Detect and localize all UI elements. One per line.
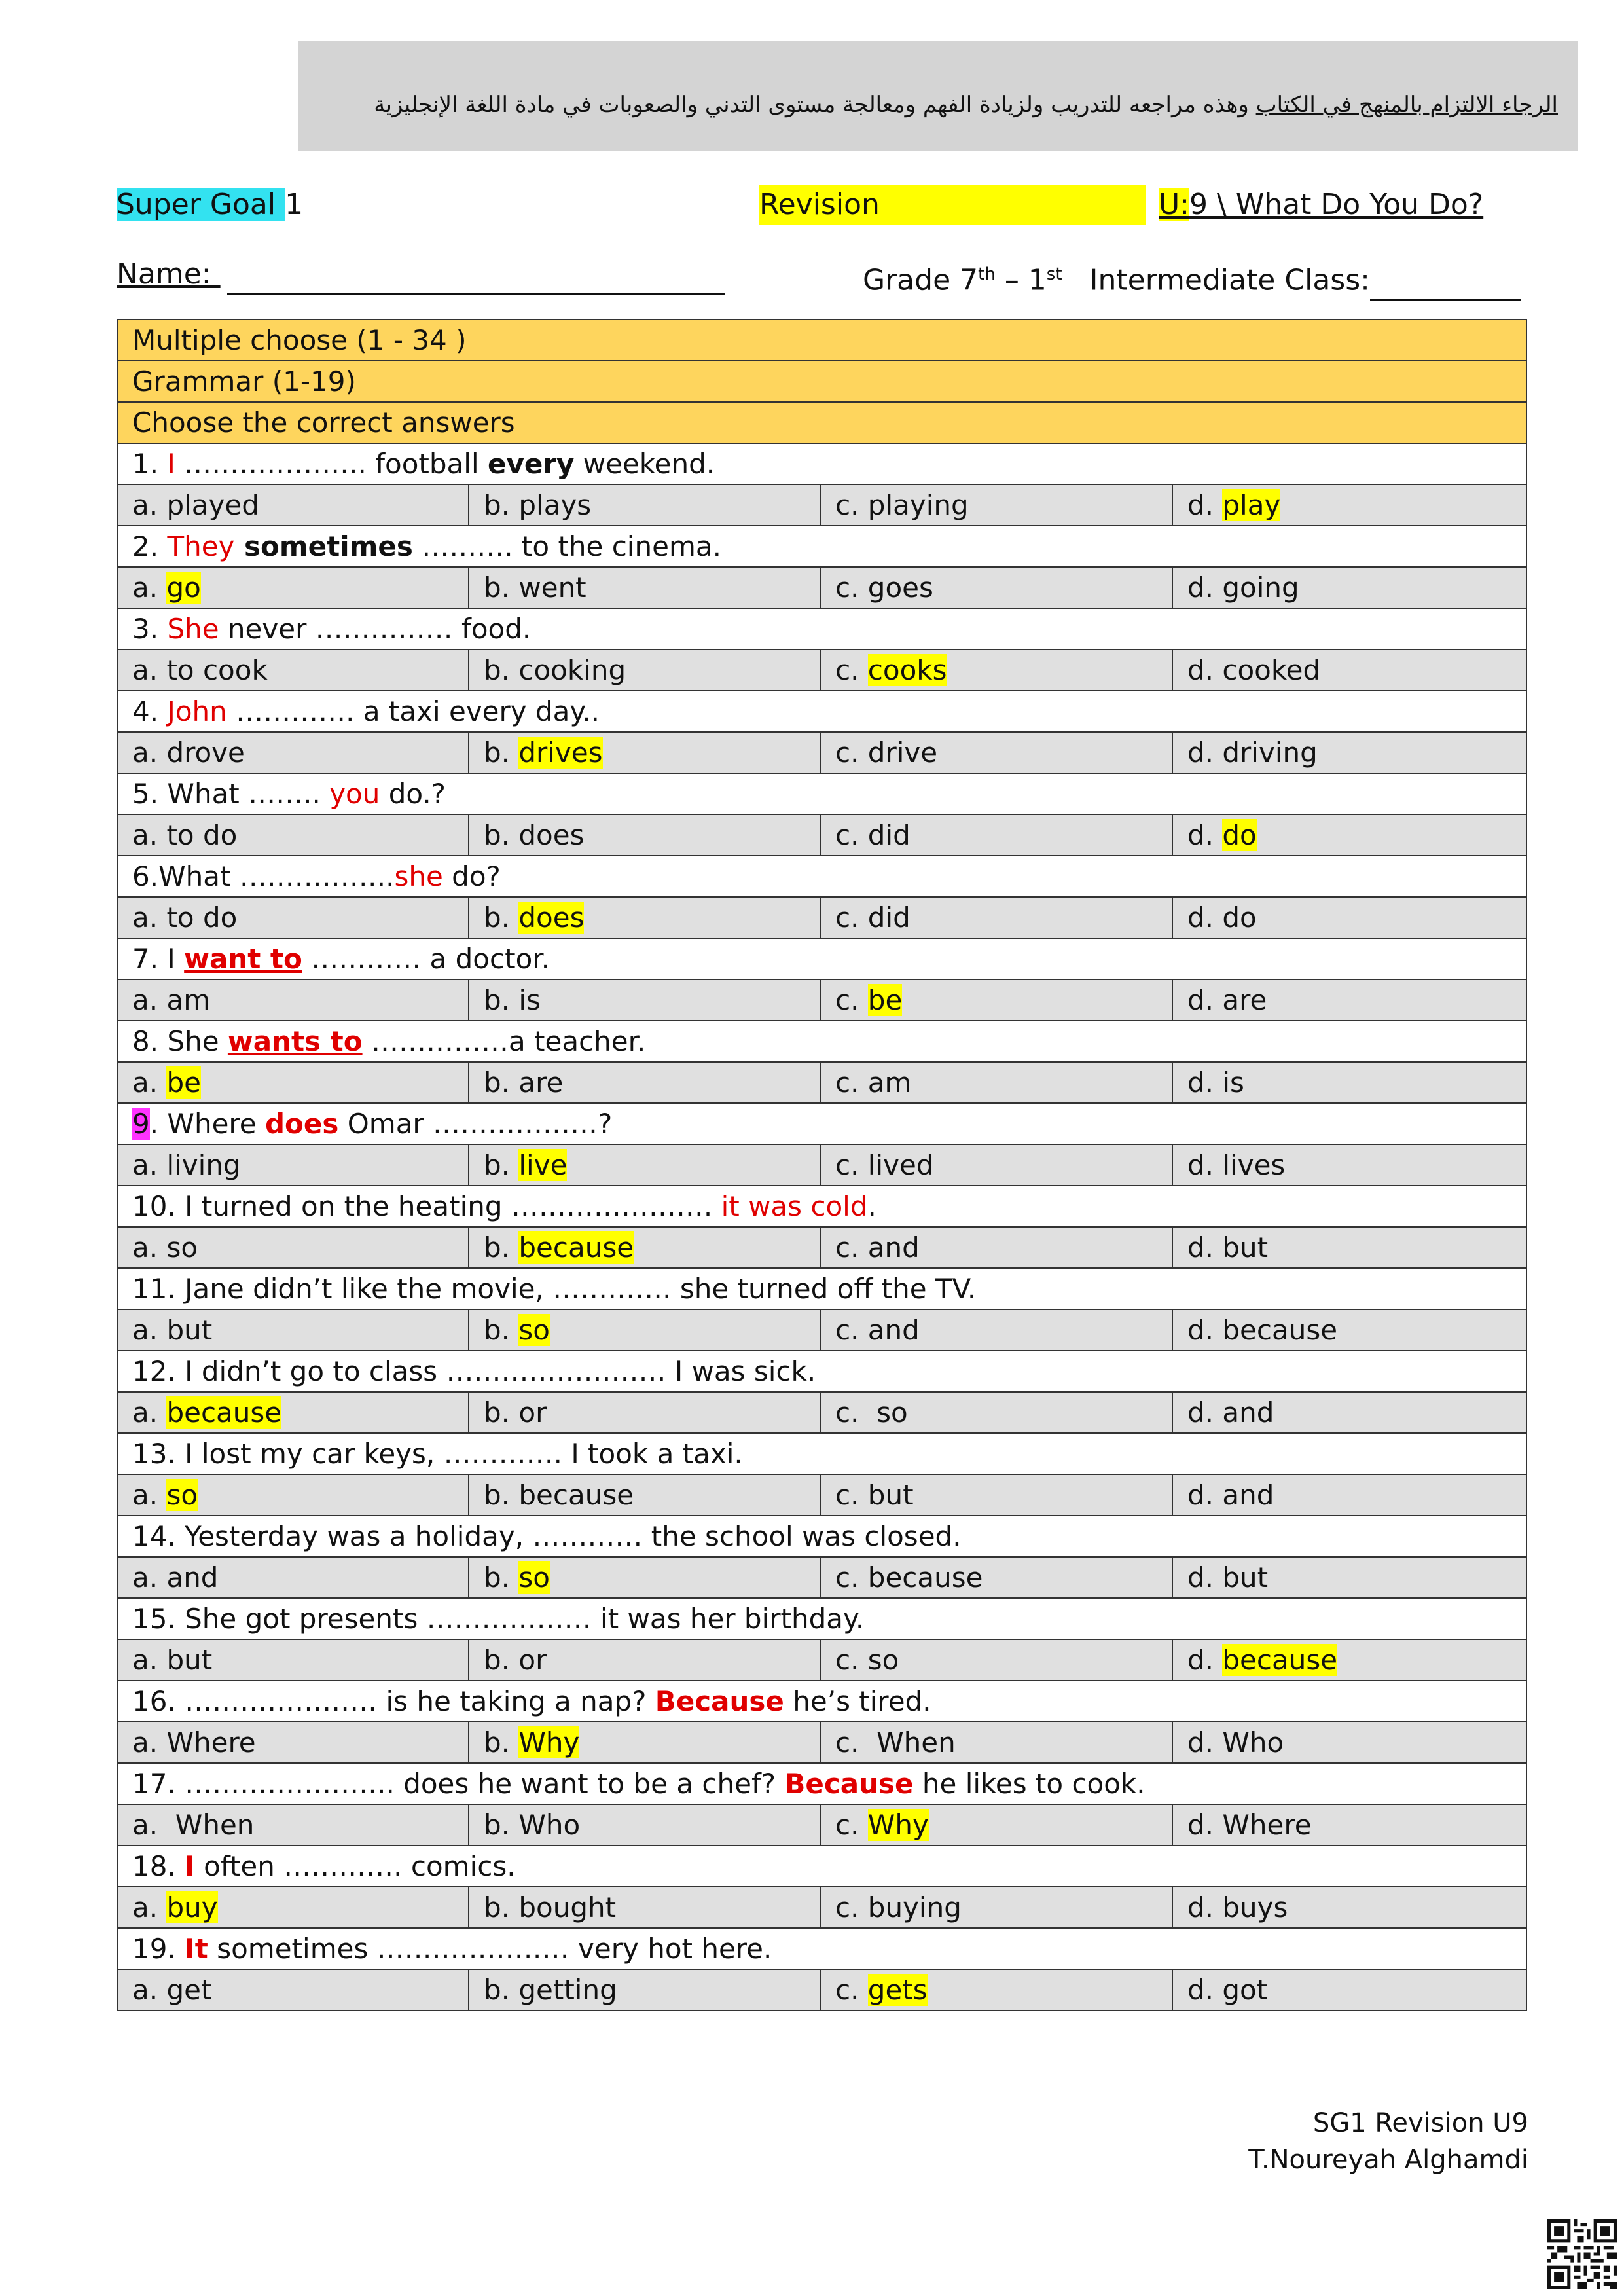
question-2-option-c[interactable]: c. goes	[820, 567, 1172, 608]
question-17-option-b[interactable]: b. Who	[469, 1804, 820, 1846]
name-field[interactable]: Name:	[117, 254, 725, 295]
question-12-option-a[interactable]: a. because	[117, 1392, 469, 1433]
option-text: went	[518, 572, 586, 604]
option-text: get	[166, 1974, 212, 2006]
question-18-option-c[interactable]: c. buying	[820, 1887, 1172, 1928]
question-10-option-a[interactable]: a. so	[117, 1227, 469, 1268]
question-8-option-b[interactable]: b. are	[469, 1062, 820, 1103]
question-6-option-b[interactable]: b. does	[469, 897, 820, 938]
question-13-option-c[interactable]: c. but	[820, 1474, 1172, 1516]
option-text: because	[867, 1561, 983, 1594]
option-text: to cook	[166, 654, 268, 686]
question-15-option-a[interactable]: a. but	[117, 1639, 469, 1681]
option-text: plays	[518, 489, 592, 521]
correct-answer-highlight: buy	[166, 1891, 218, 1923]
question-14-option-b[interactable]: b. so	[469, 1557, 820, 1598]
question-14-option-a[interactable]: a. and	[117, 1557, 469, 1598]
option-text: going	[1222, 572, 1299, 604]
question-9-option-b[interactable]: b. live	[469, 1144, 820, 1186]
question-10-option-b[interactable]: b. because	[469, 1227, 820, 1268]
question-13-prompt: 13. I lost my car keys, …………. I took a taxi.	[117, 1433, 1526, 1474]
question-16-option-d[interactable]: d. Who	[1172, 1722, 1526, 1763]
question-16-option-a[interactable]: a. Where	[117, 1722, 469, 1763]
question-18-option-b[interactable]: b. bought	[469, 1887, 820, 1928]
footer-teacher: T.Noureyah Alghamdi	[1248, 2145, 1528, 2175]
option-text: to do	[166, 819, 238, 851]
correct-answer-highlight: be	[166, 1066, 201, 1099]
question-16-prompt: 16. ………………… is he taking a nap? Because he’s tired.	[117, 1681, 1526, 1722]
question-1-prompt: 1. I ……………….. football every weekend.	[117, 443, 1526, 484]
correct-answer-highlight: does	[518, 902, 585, 934]
option-text: does	[518, 819, 585, 851]
question-10-option-c[interactable]: c. and	[820, 1227, 1172, 1268]
option-text: is	[1222, 1066, 1244, 1099]
grade-class-field: Grade 7th – 1st Intermediate Class:	[863, 254, 1521, 301]
question-11-prompt: 11. Jane didn’t like the movie, …………. she turned off the TV.	[117, 1268, 1526, 1309]
question-9-option-c[interactable]: c. lived	[820, 1144, 1172, 1186]
question-8-prompt: 8. She wants to ……………a teacher.	[117, 1021, 1526, 1062]
question-19-option-c[interactable]: c. gets	[820, 1969, 1172, 2011]
question-5-option-d[interactable]: d. do	[1172, 814, 1526, 856]
question-8-option-d[interactable]: d. is	[1172, 1062, 1526, 1103]
book-title: Super Goal 1	[117, 188, 304, 221]
option-text: so	[166, 1231, 198, 1264]
question-12-prompt: 12. I didn’t go to class …………………… I was sick.	[117, 1351, 1526, 1392]
question-12-option-d[interactable]: d. and	[1172, 1392, 1526, 1433]
option-text: and	[867, 1314, 920, 1346]
correct-answer-highlight: Why	[518, 1726, 580, 1758]
question-4-option-d[interactable]: d. driving	[1172, 732, 1526, 773]
question-4-prompt: 4. John …………. a taxi every day..	[117, 691, 1526, 732]
correct-answer-highlight: because	[518, 1231, 634, 1264]
name-blank-line[interactable]	[227, 266, 725, 295]
question-11-option-d[interactable]: d. because	[1172, 1309, 1526, 1351]
option-text: Who	[1222, 1726, 1284, 1758]
revision-label: Revision	[759, 185, 1146, 225]
correct-answer-highlight: cooks	[867, 654, 947, 686]
option-text: so	[867, 1644, 899, 1676]
option-text: and	[867, 1231, 920, 1264]
option-text: buying	[867, 1891, 962, 1923]
option-text: did	[867, 902, 911, 934]
question-14-option-d[interactable]: d. but	[1172, 1557, 1526, 1598]
question-9-option-a[interactable]: a. living	[117, 1144, 469, 1186]
correct-answer-highlight: be	[867, 984, 903, 1016]
question-5-option-c[interactable]: c. did	[820, 814, 1172, 856]
question-2-option-a[interactable]: a. go	[117, 567, 469, 608]
option-text: Where	[166, 1726, 256, 1758]
option-text: because	[1222, 1314, 1338, 1346]
question-2-prompt: 2. They sometimes ………. to the cinema.	[117, 526, 1526, 567]
correct-answer-highlight: Why	[867, 1809, 929, 1841]
correct-answer-highlight: go	[166, 572, 201, 604]
question-14-option-c[interactable]: c. because	[820, 1557, 1172, 1598]
section-instruction: Choose the correct answers	[117, 402, 1526, 443]
section-multiple-choice: Multiple choose (1 - 34 )	[117, 319, 1526, 361]
banner-text: وهذه مراجعه للتدريب ولزيادة الفهم ومعالجة مستوى التدني والصعوبات في مادة اللغة الإنجليزية	[374, 92, 1256, 118]
question-5-prompt: 5. What …….. you do.?	[117, 773, 1526, 814]
question-5-option-b[interactable]: b. does	[469, 814, 820, 856]
question-4-option-a[interactable]: a. drove	[117, 732, 469, 773]
option-text: bought	[518, 1891, 617, 1923]
option-text: so	[876, 1396, 908, 1429]
option-text: to do	[166, 902, 238, 934]
correct-answer-highlight: because	[1222, 1644, 1338, 1676]
question-18-option-a[interactable]: a. buy	[117, 1887, 469, 1928]
option-text: but	[166, 1314, 213, 1346]
question-7-option-b[interactable]: b. is	[469, 979, 820, 1021]
option-text: got	[1222, 1974, 1268, 2006]
question-11-option-c[interactable]: c. and	[820, 1309, 1172, 1351]
option-text: did	[867, 819, 911, 851]
question-17-option-c[interactable]: c. Why	[820, 1804, 1172, 1846]
option-text: is	[518, 984, 541, 1016]
question-6-prompt: 6.What ……………..she do?	[117, 856, 1526, 897]
option-text: lives	[1222, 1149, 1286, 1181]
correct-answer-highlight: play	[1222, 489, 1281, 521]
question-7-option-d[interactable]: d. are	[1172, 979, 1526, 1021]
option-text: driving	[1222, 737, 1318, 769]
option-text: playing	[867, 489, 969, 521]
option-text: am	[867, 1066, 912, 1099]
question-1-option-b[interactable]: b. plays	[469, 484, 820, 526]
question-3-option-a[interactable]: a. to cook	[117, 649, 469, 691]
footer-revision: SG1 Revision U9	[1312, 2108, 1528, 2138]
question-11-option-b[interactable]: b. so	[469, 1309, 820, 1351]
question-5-option-a[interactable]: a. to do	[117, 814, 469, 856]
qr-code-icon	[1547, 2219, 1617, 2289]
option-text: drove	[166, 737, 245, 769]
option-text: When	[175, 1809, 255, 1841]
option-text: buys	[1222, 1891, 1288, 1923]
question-2-option-b[interactable]: b. went	[469, 567, 820, 608]
question-19-prompt: 19. It sometimes ………………… very hot here.	[117, 1928, 1526, 1969]
option-text: and	[166, 1561, 219, 1594]
option-text: cooked	[1222, 654, 1321, 686]
question-12-option-c[interactable]: c. so	[820, 1392, 1172, 1433]
option-text: but	[166, 1644, 213, 1676]
question-3-prompt: 3. She never …………… food.	[117, 608, 1526, 649]
question-19-option-a[interactable]: a. get	[117, 1969, 469, 2011]
option-text: played	[166, 489, 259, 521]
option-text: do	[1222, 902, 1257, 934]
question-1-option-c[interactable]: c. playing	[820, 484, 1172, 526]
question-3-option-c[interactable]: c. cooks	[820, 649, 1172, 691]
option-text: and	[1222, 1479, 1274, 1511]
question-17-option-d[interactable]: d. Where	[1172, 1804, 1526, 1846]
question-7-option-c[interactable]: c. be	[820, 979, 1172, 1021]
question-3-option-b[interactable]: b. cooking	[469, 649, 820, 691]
question-1-option-d[interactable]: d. play	[1172, 484, 1526, 526]
option-text: am	[166, 984, 211, 1016]
section-grammar: Grammar (1-19)	[117, 361, 1526, 402]
question-18-option-d[interactable]: d. buys	[1172, 1887, 1526, 1928]
question-15-option-b[interactable]: b. or	[469, 1639, 820, 1681]
correct-answer-highlight: so	[518, 1561, 550, 1594]
question-19-option-d[interactable]: d. got	[1172, 1969, 1526, 2011]
question-15-prompt: 15. She got presents ……………… it was her birthday.	[117, 1598, 1526, 1639]
question-16-option-c[interactable]: c. When	[820, 1722, 1172, 1763]
question-13-option-a[interactable]: a. so	[117, 1474, 469, 1516]
question-17-option-a[interactable]: a. When	[117, 1804, 469, 1846]
question-6-option-a[interactable]: a. to do	[117, 897, 469, 938]
option-text: Who	[518, 1809, 581, 1841]
arabic-instruction-banner	[298, 41, 1578, 151]
option-text: lived	[867, 1149, 934, 1181]
question-16-option-b[interactable]: b. Why	[469, 1722, 820, 1763]
question-6-option-d[interactable]: d. do	[1172, 897, 1526, 938]
quiz-table	[117, 319, 1527, 2011]
option-text: drive	[867, 737, 938, 769]
banner-underlined-text: الرجاء الالتزام بالمنهج في الكتاب	[1255, 92, 1558, 118]
question-4-option-b[interactable]: b. drives	[469, 732, 820, 773]
question-13-option-d[interactable]: d. and	[1172, 1474, 1526, 1516]
option-text: but	[1222, 1561, 1269, 1594]
correct-answer-highlight: because	[166, 1396, 282, 1429]
correct-answer-highlight: so	[518, 1314, 550, 1346]
question-17-prompt: 17. ………………….. does he want to be a chef? Because he likes to cook.	[117, 1763, 1526, 1804]
question-8-option-a[interactable]: a. be	[117, 1062, 469, 1103]
option-text: are	[518, 1066, 564, 1099]
question-14-prompt: 14. Yesterday was a holiday, ………… the school was closed.	[117, 1516, 1526, 1557]
option-text: goes	[867, 572, 933, 604]
question-3-option-d[interactable]: d. cooked	[1172, 649, 1526, 691]
option-text: or	[518, 1644, 547, 1676]
question-7-prompt: 7. I want to ………… a doctor.	[117, 938, 1526, 979]
question-4-option-c[interactable]: c. drive	[820, 732, 1172, 773]
question-9-prompt: 9. Where does Omar ………………?	[117, 1103, 1526, 1144]
question-9-option-d[interactable]: d. lives	[1172, 1144, 1526, 1186]
question-7-option-a[interactable]: a. am	[117, 979, 469, 1021]
option-text: because	[518, 1479, 634, 1511]
question-2-option-d[interactable]: d. going	[1172, 567, 1526, 608]
question-8-option-c[interactable]: c. am	[820, 1062, 1172, 1103]
question-10-option-d[interactable]: d. but	[1172, 1227, 1526, 1268]
correct-answer-highlight: drives	[518, 737, 603, 769]
question-1-option-a[interactable]: a. played	[117, 484, 469, 526]
option-text: getting	[518, 1974, 617, 2006]
question-19-option-b[interactable]: b. getting	[469, 1969, 820, 2011]
correct-answer-highlight: do	[1222, 819, 1257, 851]
option-text: When	[876, 1726, 956, 1758]
question-11-option-a[interactable]: a. but	[117, 1309, 469, 1351]
option-text: and	[1222, 1396, 1274, 1429]
unit-title: U:9 \ What Do You Do?	[1159, 188, 1484, 221]
correct-answer-highlight: gets	[867, 1974, 928, 2006]
option-text: or	[518, 1396, 547, 1429]
class-blank-line[interactable]	[1370, 273, 1521, 301]
correct-answer-highlight: live	[518, 1149, 568, 1181]
question-13-option-b[interactable]: b. because	[469, 1474, 820, 1516]
option-text: are	[1222, 984, 1267, 1016]
question-15-option-c[interactable]: c. so	[820, 1639, 1172, 1681]
option-text: living	[166, 1149, 241, 1181]
question-10-prompt: 10. I turned on the heating …………………. it was cold.	[117, 1186, 1526, 1227]
option-text: cooking	[518, 654, 626, 686]
question-18-prompt: 18. I often …………. comics.	[117, 1846, 1526, 1887]
question-15-option-d[interactable]: d. because	[1172, 1639, 1526, 1681]
question-12-option-b[interactable]: b. or	[469, 1392, 820, 1433]
question-6-option-c[interactable]: c. did	[820, 897, 1172, 938]
correct-answer-highlight: so	[166, 1479, 198, 1511]
option-text: Where	[1222, 1809, 1312, 1841]
option-text: but	[1222, 1231, 1269, 1264]
option-text: but	[867, 1479, 914, 1511]
